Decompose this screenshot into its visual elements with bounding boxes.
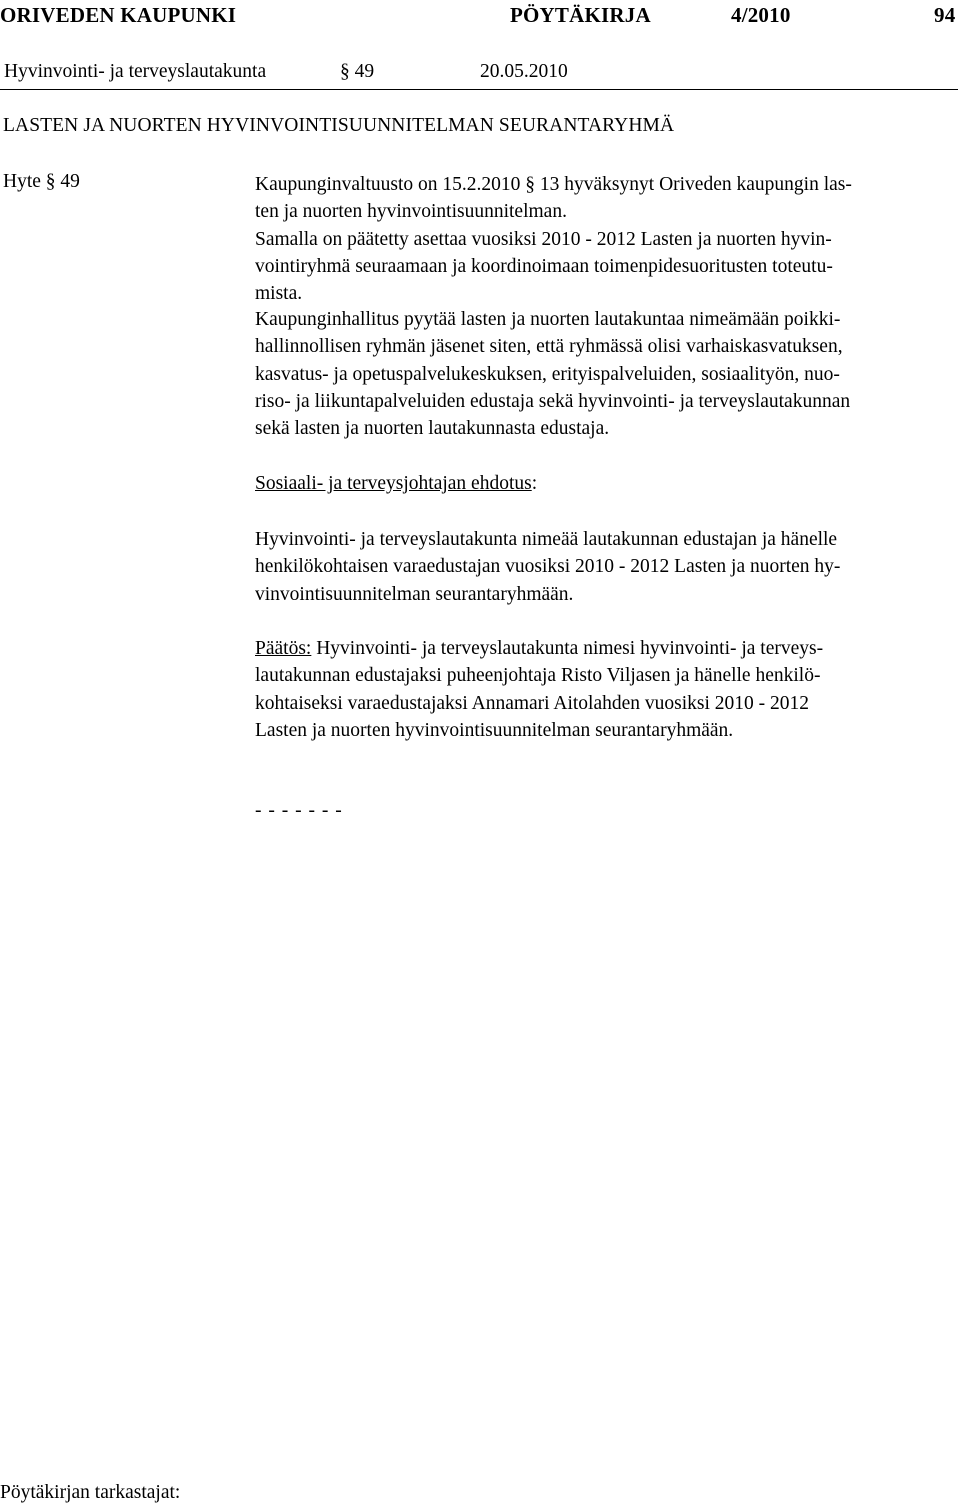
request-paragraph — [255, 306, 958, 442]
text-line: ten ja nuorten hyvinvointisuunnitelman. — [255, 201, 567, 223]
document-type: PÖYTÄKIRJA — [510, 3, 651, 27]
text-line: Samalla on päätetty asettaa vuosiksi 2010 - 2012 Lasten ja nuorten hyvin- — [255, 228, 832, 250]
text-line: Kaupunginhallitus pyytää lasten ja nuorten lautakuntaa nimeämään poikki- — [255, 309, 841, 330]
text-line: vointiryhmä seuraamaan ja koordinoimaan toimenpidesuoritusten toteutu- — [255, 255, 833, 277]
text-line: henkilökohtaisen varaedustajan vuosiksi 2010 - 2012 Lasten ja nuorten hy- — [255, 556, 841, 578]
header-divider — [0, 89, 958, 90]
text-line: Hyvinvointi- ja terveyslautakunta nimesi hyvinvointi- ja terveys- — [311, 638, 824, 659]
item-label: Hyte § 49 — [3, 171, 80, 192]
section-number: § 49 — [340, 61, 375, 82]
subject-heading: LASTEN JA NUORTEN HYVINVOINTISUUNNITELMAN SEURANTARYHMÄ — [3, 115, 675, 136]
section-separator: - - - - - - - — [255, 800, 343, 821]
text-line: hallinnollisen ryhmän jäsenet siten, että ryhmässä olisi varhaiskasvatuksen, — [255, 336, 843, 358]
text-line: Lasten ja nuorten hyvinvointisuunnitelman seurantaryhmään. — [255, 719, 734, 741]
minutes-number: 4/2010 — [731, 3, 791, 27]
text-line: mista. — [255, 283, 303, 305]
footer-reviewers-label: Pöytäkirjan tarkastajat: — [0, 1482, 181, 1503]
text-line: kohtaiseksi varaedustajaksi Annamari Aitolahden vuosiksi 2010 - 2012 — [255, 692, 810, 714]
decision-paragraph — [255, 635, 958, 744]
text-line: vinvointisuunnitelman seurantaryhmään. — [255, 583, 574, 605]
text-line: Kaupunginvaltuusto on 15.2.2010 § 13 hyväksynyt Oriveden kaupungin las- — [255, 174, 852, 195]
page-number: 94 — [934, 3, 956, 27]
text-line: lautakunnan edustajaksi puheenjohtaja Risto Viljasen ja hänelle henkilö- — [255, 665, 821, 687]
proposal-heading-text: Sosiaali- ja terveysjohtajan ehdotus — [255, 473, 532, 494]
context-paragraph — [255, 171, 958, 307]
proposal-heading-colon: : — [531, 473, 538, 494]
text-line: kasvatus- ja opetuspalvelukeskuksen, erityispalveluiden, sosiaalityön, nuo- — [255, 363, 840, 385]
proposal-heading — [255, 470, 958, 497]
board-name: Hyvinvointi- ja terveyslautakunta — [4, 61, 267, 82]
organization-name: ORIVEDEN KAUPUNKI — [0, 3, 237, 27]
proposal-paragraph — [255, 526, 958, 608]
decision-label: Päätös: — [255, 638, 312, 659]
text-line: sekä lasten ja nuorten lautakunnasta edustaja. — [255, 418, 610, 440]
text-line: Hyvinvointi- ja terveyslautakunta nimeää lautakunnan edustajan ja hänelle — [255, 529, 838, 550]
meeting-date: 20.05.2010 — [480, 61, 568, 82]
text-line: riso- ja liikuntapalveluiden edustaja sekä hyvinvointi- ja terveyslautakunnan — [255, 390, 851, 412]
